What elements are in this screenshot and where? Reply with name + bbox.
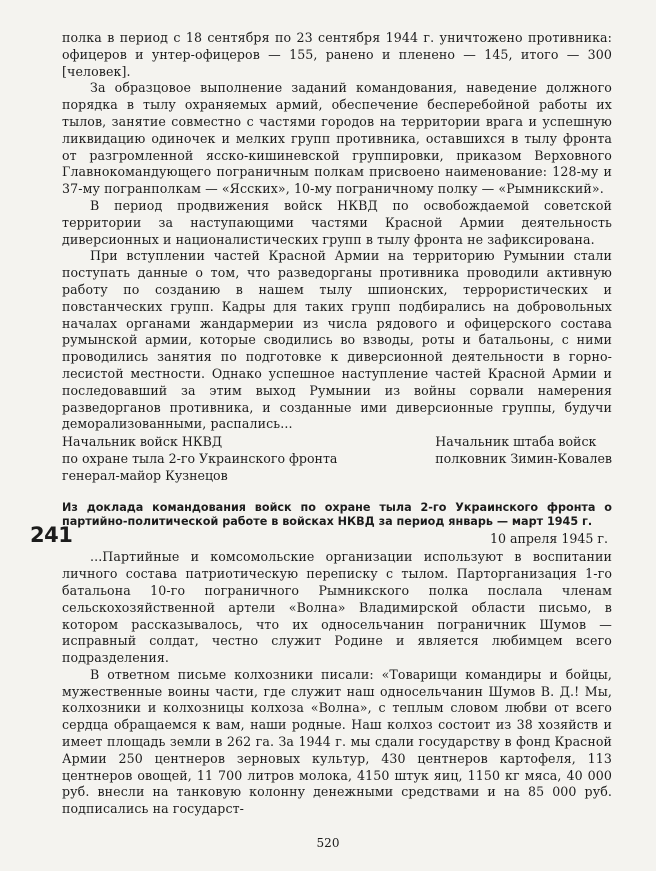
- signature-line: генерал-майор Кузнецов: [62, 467, 228, 483]
- document-number: 241: [30, 523, 73, 547]
- signature-block: [62, 434, 612, 484]
- paragraph: В ответном письме колхозники писали: «Товарищи командиры и бойцы, мужественные воины части, где служит наш односельчанин Шумов В. Д.! Мы, колхозники и колхозницы колхоза «Волна», с теплым словом любви от всего сердца обращаемся к вам, наши родные. Наш колхоз состоит из 38 хозяйств и имеет площадь земли в 262 га. За 1944 г. мы сдали государству в фонд Красной Армии 250 центнеров зерновых культур, 430 центнеров картофеля, 113 центнеров овощей, 11 700 литров молока, 4150 штук яиц, 1150 кг мяса, 40 000 руб. внесли на танковую колонну денежными средствами и на 85 000 руб. подписались на государст-: [62, 666, 612, 817]
- signature-line: полковник Зимин-Ковалев: [435, 450, 612, 466]
- document-title: Из доклада командования войск по охране тыла 2-го Украинского фронта о партийно-политической работе в войсках НКВД за период январь — март 1945 г.: [62, 500, 612, 529]
- page-number: 520: [316, 836, 340, 850]
- paragraph: ...Партийные и комсомольские организации используют в воспитании личного состава патриотическую переписку с тылом. Парторганизация 1-го батальона 10-го пограничного Рымникского полка послала членам сельскохозяйственной артели «Волна» Владимирской области письмо, в котором рассказывалось, что их односельчанин пограничник Шумов — исправный солдат, честно служит Родине и является любимцем всего подразделения.: [62, 549, 612, 666]
- document-date: 10 апреля 1945 г.: [489, 530, 608, 546]
- signature-line: Начальник штаба войск: [435, 434, 597, 450]
- paragraph: полка в период с 18 сентября по 23 сентября 1944 г. уничтожено противника: офицеров и унтер-офицеров — 155, ранено и пленено — 145, итого — 300 [человек].: [62, 30, 612, 79]
- signature-right: [435, 434, 612, 484]
- paragraph: При вступлении частей Красной Армии на территорию Румынии стали поступать данные о том, что разведорганы противника проводили активную работу по созданию в нашем тылу шпионских, террористических и повстанческих групп. Кадры для таких групп подбирались на добровольных началах органами жандармерии из числа рядового и офицерского состава румынской армии, которые сводились во взводы, роты и батальоны, с ними проводились занятия по подготовке к диверсионной деятельности в горно-лесистой местности. Однако успешное наступление частей Красной Армии и последовавший за этим выход Румынии из войны сорвали намерения разведорганов противника, и созданные ими диверсионные группы, будучи деморализованными, распались...: [62, 248, 612, 432]
- signature-left: [62, 434, 337, 484]
- paragraph: В период продвижения войск НКВД по освобождаемой советской территории за наступающими частями Красной Армии деятельность диверсионных и националистических групп в тылу фронта не зафиксирована.: [62, 197, 612, 247]
- signature-line: по охране тыла 2-го Украинского фронта: [62, 450, 338, 466]
- signature-line: Начальник войск НКВД: [62, 434, 223, 450]
- paragraph: За образцовое выполнение заданий командования, наведение должного порядка в тылу охраняемых армий, обеспечение бесперебойной работы их тылов, занятие совместно с частями городов на территории врага и успешную ликвидацию одиночек и мелких групп противника, оставшихся в тылу фронта от разгромленной ясско-кишиневской группировки, приказом Верховного Главнокомандующего пограничным полкам присвоено наименование: 128-му и 37-му погранполкам — «Ясских», 10-му пограничному полку — «Рымникский».: [62, 80, 612, 197]
- page-body: [62, 30, 612, 818]
